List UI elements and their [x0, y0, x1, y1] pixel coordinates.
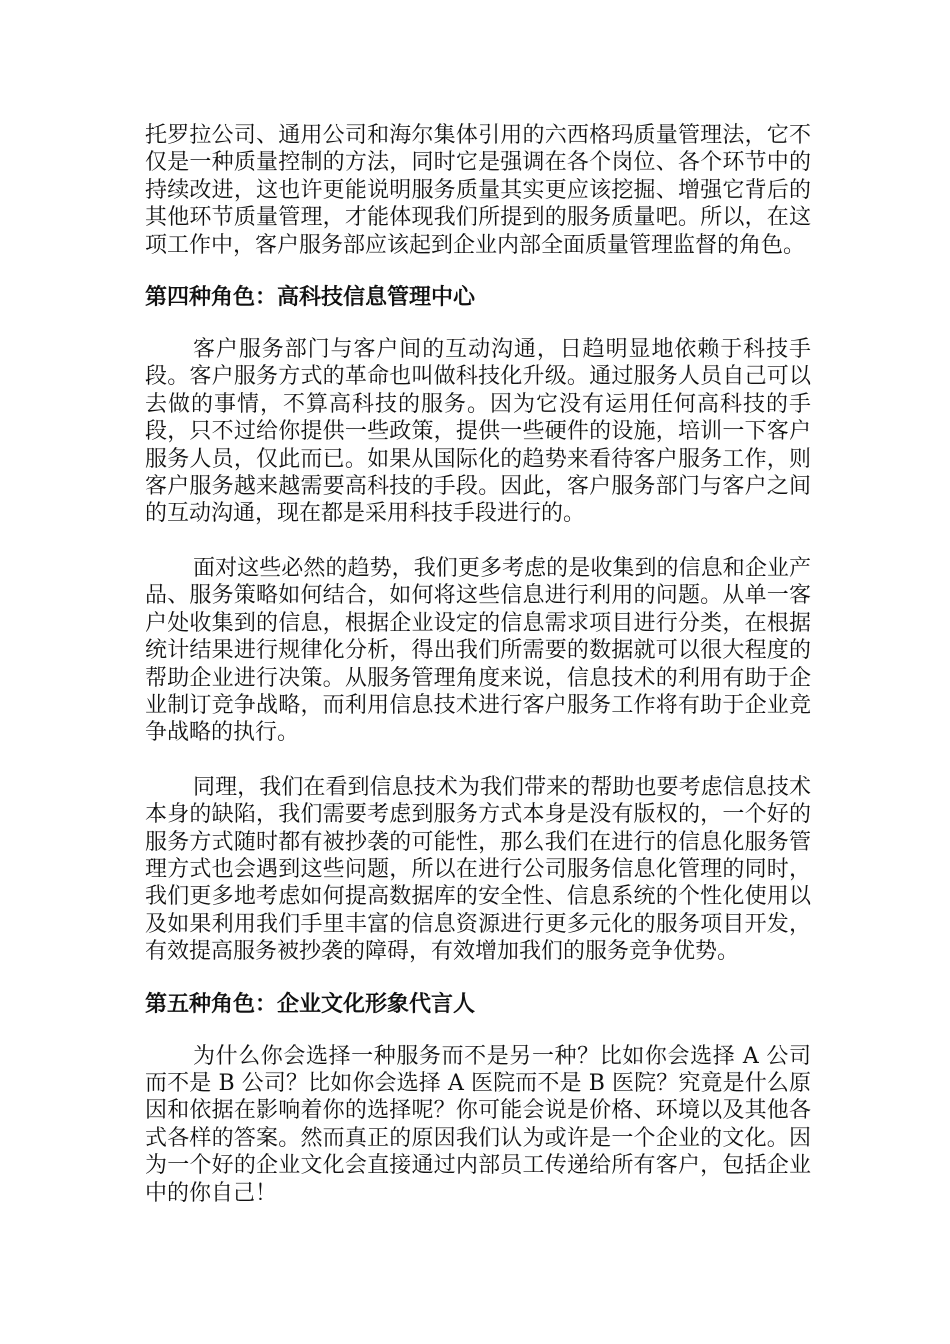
body-paragraph: 同理，我们在看到信息技术为我们带来的帮助也要考虑信息技术本身的缺陷，我们需要考虑到服务方式本身是没有版权的，一个好的服务方式随时都有被抄袭的可能性，那么我们在进行的信息化服务管理方式也会遇到这些问题，所以在进行公司服务信息化管理的同时，我们更多地考虑如何提高数据库的安全性、信息系统的个性化使用以及如果利用我们手里丰富的信息资源进行更多元化的服务项目开发，有效提高服务被抄袭的障碍，有效增加我们的服务竞争优势。 — [145, 774, 811, 965]
body-paragraph: 为什么你会选择一种服务而不是另一种？比如你会选择 A 公司而不是 B 公司？比如你会选择 A 医院而不是 B 医院？究竟是什么原因和依据在影响着你的选择呢？你可能会说是价格、环境以及其他各式各样的答案。然而真正的原因我们认为或许是一个企业的文化。因为一个好的企业文化会直接通过内部员工传递给所有客户，包括企业中的你自己！ — [145, 1043, 811, 1206]
section-heading: 第四种角色：高科技信息管理中心 — [145, 285, 476, 311]
document-body — [145, 122, 811, 1207]
body-paragraph: 面对这些必然的趋势，我们更多考虑的是收集到的信息和企业产品、服务策略如何结合，如何将这些信息进行利用的问题。从单一客户处收集到的信息，根据企业设定的信息需求项目进行分类，在根据统计结果进行规律化分析，得出我们所需要的数据就可以很大程度的帮助企业进行决策。从服务管理角度来说，信息技术的利用有助于企业制订竞争战略，而利用信息技术进行客户服务工作将有助于企业竞争战略的执行。 — [145, 555, 811, 746]
body-paragraph: 客户服务部门与客户间的互动沟通，日趋明显地依赖于科技手段。客户服务方式的革命也叫做科技化升级。通过服务人员自己可以去做的事情，不算高科技的服务。因为它没有运用任何高科技的手段，只不过给你提供一些政策，提供一些硬件的设施，培训一下客户服务人员，仅此而已。如果从国际化的趋势来看待客户服务工作，则客户服务越来越需要高科技的手段。因此，客户服务部门与客户之间的互动沟通，现在都是采用科技手段进行的。 — [145, 337, 811, 527]
section-heading: 第五种角色：企业文化形象代言人 — [145, 991, 476, 1017]
body-paragraph: 托罗拉公司、通用公司和海尔集体引用的六西格玛质量管理法，它不仅是一种质量控制的方法，同时它是强调在各个岗位、各个环节中的持续改进，这也许更能说明服务质量其实更应该挖掘、增强它背后的其他环节质量管理，才能体现我们所提到的服务质量吧。所以，在这项工作中，客户服务部应该起到企业内部全面质量管理监督的角色。 — [145, 123, 811, 258]
